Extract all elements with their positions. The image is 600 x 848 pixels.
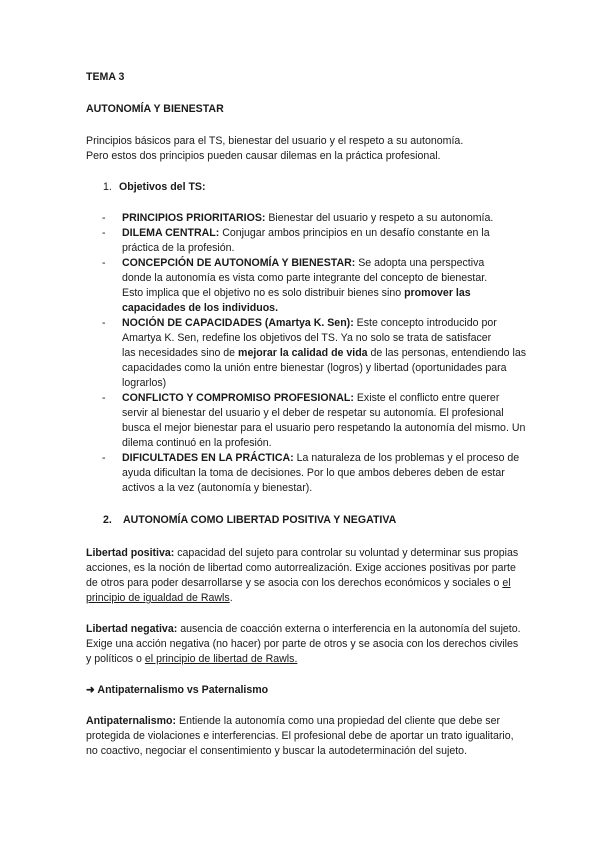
section-2-number: 2. (103, 514, 112, 526)
item-head: NOCIÓN DE CAPACIDADES (Amartya K. Sen): (122, 317, 354, 329)
item-head: PRINCIPIOS PRIORITARIOS: (122, 212, 266, 224)
list-item (86, 211, 526, 226)
antipaternalism-head: Antipaternalismo: (86, 715, 177, 727)
item-bold-end: promover las capacidades de los individuos. (122, 287, 471, 314)
objectives-list (86, 211, 526, 496)
item-head: CONFLICTO Y COMPROMISO PROFESIONAL: (122, 392, 354, 404)
item-text: Esto implica que el objetivo no es solo distribuir bienes sino (122, 287, 405, 299)
item-text: La naturaleza de los problemas y el proceso de ayuda dificultan la toma de decisiones. Por lo que ambos deberes deben de estar activos a la vez (autonomía y bienestar). (122, 452, 520, 494)
negative-liberty-head: Libertad negativa: (86, 623, 178, 635)
intro-line-2: Pero estos dos principios pueden causar dilemas en la práctica profesional. (86, 150, 441, 162)
rawls-liberty-link: el principio de libertad de Rawls. (144, 653, 298, 665)
antipaternalism-heading: ➜ Antipaternalismo vs Paternalismo (86, 684, 269, 696)
antipaternalism-text: Entiende la autonomía como una propiedad del cliente que debe ser protegida de violaciones e interferencias. El profesional debe de aportar un trato igualitario, no coactivo, negociar el consentimiento y buscar la autodeterminación del sujeto. (86, 715, 514, 757)
item-text: las necesidades sino de (122, 347, 239, 359)
item-bold-mid: mejorar la calidad de vida (238, 347, 368, 359)
positive-liberty-end: . (229, 592, 233, 604)
positive-liberty-paragraph (86, 546, 526, 606)
list-item (86, 451, 526, 496)
list-item (86, 316, 526, 391)
item-text: Existe el conflicto entre querer servir al bienestar del usuario y el deber de respetar su autonomía. El profesional busca el mejor bienestar para el usuario pero respetando la autonomía del mismo. Un dilema continuó en la profesión. (122, 392, 526, 449)
item-head: DILEMA CENTRAL: (122, 227, 220, 239)
negative-liberty-text: ausencia de coacción externa o interferencia en la autonomía del sujeto. Exige una acción negativa (no hacer) por parte de otros y se asocia con los derechos civiles y políticos o (86, 623, 521, 665)
item-head: CONCEPCIÓN DE AUTONOMÍA Y BIENESTAR: (122, 257, 356, 269)
page-title: AUTONOMÍA Y BIENESTAR (86, 103, 224, 115)
list-item (86, 256, 526, 316)
document-page (86, 70, 526, 759)
negative-liberty-paragraph (86, 622, 526, 667)
item-text: Este concepto introducido por (353, 317, 497, 329)
item-text: Amartya K. Sen, redefine los objetivos del TS. Ya no solo se trata de satisfacer (122, 332, 492, 344)
item-head: DIFICULTADES EN LA PRÁCTICA: (122, 452, 294, 464)
tema-label: TEMA 3 (86, 71, 125, 83)
item-text: Bienestar del usuario y respeto a su autonomía. (265, 212, 494, 224)
item-text: Conjugar ambos principios en un desafío constante en la (219, 227, 490, 239)
intro-paragraph (86, 134, 526, 164)
item-text: donde la autonomía es vista como parte integrante del concepto de bienestar. (122, 272, 488, 284)
section-2-label: AUTONOMÍA COMO LIBERTAD POSITIVA Y NEGATIVA (123, 514, 397, 526)
rawls-equality-link: el principio de igualdad de Rawls (86, 577, 511, 604)
section-2-heading (86, 513, 526, 528)
antipaternalism-paragraph (86, 714, 526, 759)
positive-liberty-head: Libertad positiva: (86, 547, 175, 559)
intro-line-1: Principios básicos para el TS, bienestar del usuario y el respeto a su autonomía. (86, 135, 464, 147)
section-1-number: 1. (103, 181, 112, 193)
item-text: de las personas, entendiendo las capacidades como la unión entre bienestar (logros) y libertad (oportunidades para lograrlos) (122, 347, 527, 389)
item-text: práctica de la profesión. (122, 242, 235, 254)
list-item (86, 226, 526, 256)
list-item (86, 391, 526, 451)
positive-liberty-text: capacidad del sujeto para controlar su voluntad y determinar sus propias acciones, es la noción de libertad como autorrealización. Exige acciones positivas por parte de otros para poder desarrollarse y se asocia con los derechos económicos y sociales o (86, 547, 519, 589)
section-1-heading (86, 180, 526, 195)
item-text: Se adopta una perspectiva (355, 257, 485, 269)
section-1-label: Objetivos del TS: (119, 181, 206, 193)
